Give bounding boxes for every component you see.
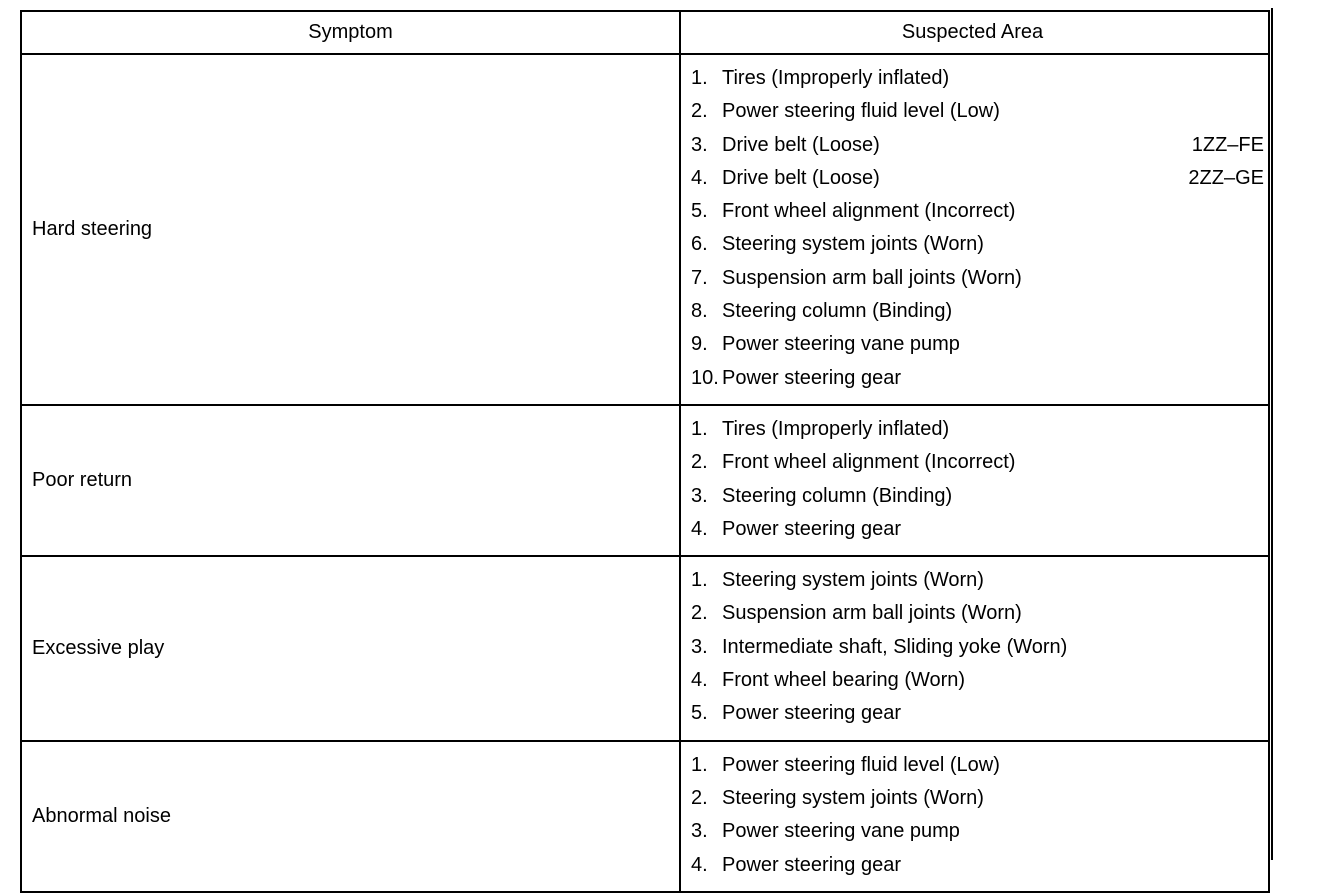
suspected-area-item — [691, 485, 1264, 518]
item-number: 2. — [691, 100, 708, 123]
item-number: 7. — [691, 266, 708, 289]
suspected-area-item — [691, 636, 1264, 669]
item-number: 3. — [691, 484, 708, 507]
item-text: Steering column (Binding) — [722, 300, 953, 323]
suspected-area-item — [691, 333, 1264, 366]
item-text: Drive belt (Loose) — [722, 133, 880, 156]
suspected-area-item — [691, 518, 1264, 551]
item-text: Power steering gear — [722, 517, 901, 540]
item-number: 4. — [691, 517, 708, 540]
item-number: 6. — [691, 233, 708, 256]
item-number: 3. — [691, 635, 708, 658]
item-text: Power steering fluid level (Low) — [722, 100, 1000, 123]
item-number: 5. — [691, 200, 708, 223]
item-number: 4. — [691, 669, 708, 692]
item-number: 2. — [691, 786, 708, 809]
table-body — [22, 55, 1268, 893]
item-number: 10. — [691, 366, 719, 389]
item-number: 9. — [691, 333, 708, 356]
table-header-row — [22, 12, 1268, 55]
item-number: 1. — [691, 417, 708, 440]
symptom-column-header: Symptom — [22, 12, 681, 53]
item-number: 2. — [691, 451, 708, 474]
suspected-area-item — [691, 233, 1264, 266]
item-text: Front wheel alignment (Incorrect) — [722, 200, 1016, 223]
item-text: Power steering gear — [722, 853, 901, 876]
suspected-area-item — [691, 754, 1264, 787]
item-text: Power steering gear — [722, 366, 901, 389]
table-row — [22, 55, 1268, 406]
suspected-area-item — [691, 67, 1264, 100]
suspected-area-item — [691, 602, 1264, 635]
item-number: 4. — [691, 853, 708, 876]
item-text: Tires (Improperly inflated) — [722, 417, 950, 440]
table-row — [22, 406, 1268, 557]
symptom-cell: Abnormal noise — [22, 742, 681, 891]
item-text: Suspension arm ball joints (Worn) — [722, 602, 1022, 625]
item-text: Steering column (Binding) — [722, 484, 953, 507]
item-text: Steering system joints (Worn) — [722, 786, 984, 809]
item-text: Suspension arm ball joints (Worn) — [722, 266, 1022, 289]
suspected-area-item — [691, 787, 1264, 820]
item-text: Front wheel bearing (Worn) — [722, 669, 966, 692]
engine-variant-note: 2ZZ–GE — [1188, 166, 1264, 189]
suspected-area-cell — [681, 55, 1268, 404]
item-text: Tires (Improperly inflated) — [722, 67, 950, 89]
troubleshooting-table — [20, 10, 1270, 893]
item-text: Intermediate shaft, Sliding yoke (Worn) — [722, 635, 1068, 658]
suspected-area-item — [691, 418, 1264, 451]
item-number: 1. — [691, 67, 708, 89]
suspected-area-item — [691, 200, 1264, 233]
item-number: 8. — [691, 300, 708, 323]
suspected-area-item — [691, 569, 1264, 602]
table-row — [22, 557, 1268, 741]
item-number: 1. — [691, 569, 708, 592]
item-text: Drive belt (Loose) — [722, 166, 880, 189]
item-number: 4. — [691, 166, 708, 189]
suspected-area-item — [691, 267, 1264, 300]
suspected-area-item — [691, 134, 1264, 167]
suspected-area-item — [691, 300, 1264, 333]
suspected-area-item — [691, 100, 1264, 133]
item-text: Steering system joints (Worn) — [722, 233, 984, 256]
suspected-area-cell — [681, 742, 1268, 891]
table-row — [22, 742, 1268, 893]
item-number: 3. — [691, 133, 708, 156]
item-text: Steering system joints (Worn) — [722, 569, 984, 592]
item-number: 3. — [691, 820, 708, 843]
item-text: Power steering fluid level (Low) — [722, 753, 1000, 776]
suspected-area-item — [691, 167, 1264, 200]
item-text: Power steering vane pump — [722, 820, 960, 843]
right-border-rule — [1271, 8, 1273, 860]
suspected-area-item — [691, 367, 1264, 400]
suspected-area-item — [691, 854, 1264, 887]
suspected-area-cell — [681, 406, 1268, 555]
suspected-area-item — [691, 702, 1264, 735]
item-number: 2. — [691, 602, 708, 625]
item-number: 1. — [691, 753, 708, 776]
suspected-area-item — [691, 820, 1264, 853]
symptom-cell: Hard steering — [22, 55, 681, 404]
suspected-area-item — [691, 669, 1264, 702]
engine-variant-note: 1ZZ–FE — [1191, 133, 1264, 156]
item-number: 5. — [691, 702, 708, 725]
item-text: Front wheel alignment (Incorrect) — [722, 451, 1016, 474]
suspected-area-column-header: Suspected Area — [901, 21, 1044, 43]
symptom-cell: Excessive play — [22, 557, 681, 739]
suspected-area-cell — [681, 557, 1268, 739]
item-text: Power steering gear — [722, 702, 901, 725]
item-text: Power steering vane pump — [722, 333, 960, 356]
symptom-cell: Poor return — [22, 406, 681, 555]
suspected-area-item — [691, 451, 1264, 484]
